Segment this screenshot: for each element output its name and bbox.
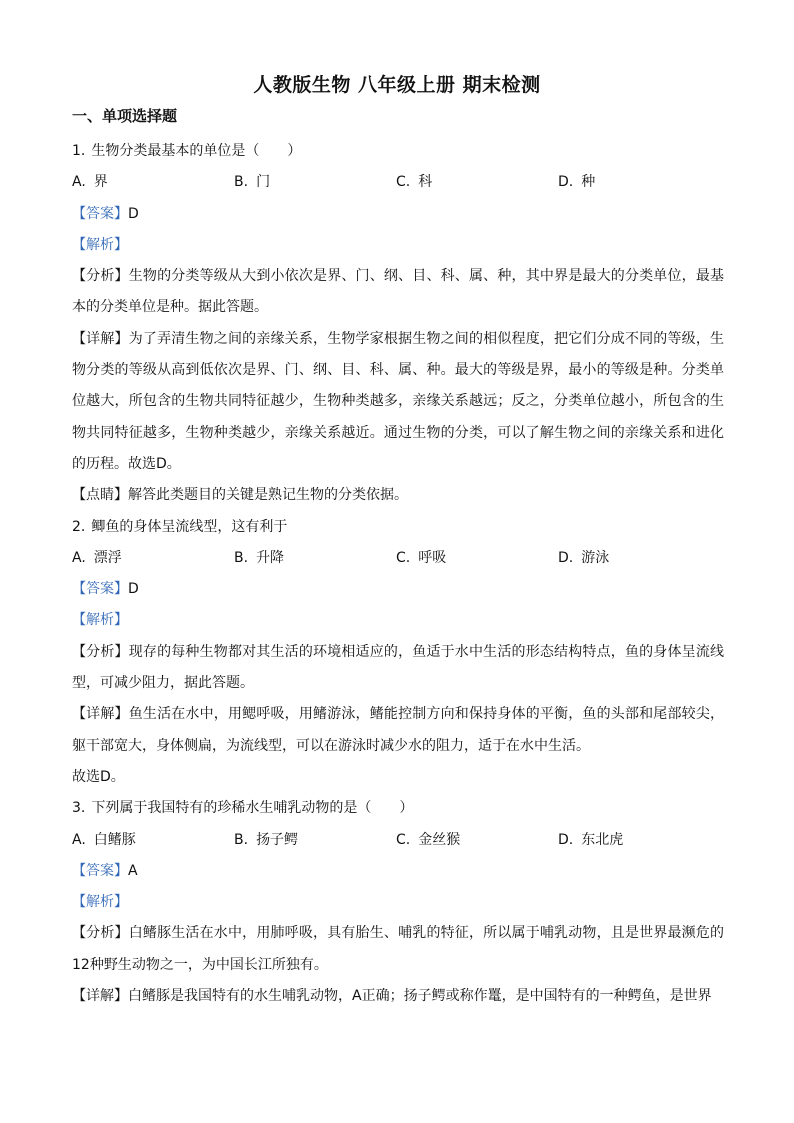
question-2-conclusion	[72, 762, 724, 793]
question-1-detail	[72, 324, 724, 480]
analysis-tag: 【解析】	[72, 894, 128, 911]
answer-tag: 【答案】	[72, 205, 128, 222]
question-text: 生物分类最基本的单位是（ ）	[91, 143, 302, 159]
answer-value: A	[128, 862, 138, 879]
option-text: 金丝猴	[418, 831, 461, 848]
question-3-analyze	[72, 918, 724, 981]
option-letter: C.	[396, 831, 411, 848]
option-letter: A.	[72, 549, 86, 566]
option-b	[234, 825, 396, 856]
option-text: 呼吸	[418, 549, 447, 566]
detail-text: 为了弄清生物之间的亲缘关系，生物学家根据生物之间的相似程度，把它们分成不同的等级，生物分类的等级从高到低依次是界、门、纲、目、科、属、种。最大的等级是界，最小的等级是种。分类单位越大，所包含的生物共同特征越少，生物种类越多，亲缘关系越远；反之，分类单位越小，所包含的生物共同特征越多，生物种类越少，亲缘关系越近。通过生物的分类，可以了解生物之间的亲缘关系和进化的历程。故选D。	[72, 330, 725, 472]
option-text: 升降	[256, 549, 285, 566]
answer-tag: 【答案】	[72, 862, 128, 879]
questions-content	[72, 136, 724, 1012]
question-3-answer	[72, 856, 724, 887]
option-letter: C.	[396, 549, 411, 566]
option-letter: C.	[396, 174, 411, 191]
document-title: 人教版生物 八年级上册 期末检测	[253, 74, 541, 96]
question-2-analyze	[72, 637, 724, 700]
option-text: 种	[581, 174, 596, 191]
question-1-answer	[72, 199, 724, 230]
answer-value: D	[128, 581, 139, 598]
analyze-text: 白鳍豚生活在水中，用肺呼吸，具有胎生、哺乳的特征，所以属于哺乳动物，且是世界最濒危的12种野生动物之一，为中国长江所独有。	[72, 925, 725, 973]
option-b	[234, 543, 396, 574]
option-text: 界	[93, 174, 108, 191]
option-text: 门	[256, 174, 271, 191]
answer-tag: 【答案】	[72, 581, 128, 598]
question-number: 3.	[72, 800, 86, 817]
option-c	[396, 543, 558, 574]
question-2-options	[72, 543, 724, 574]
option-text: 漂浮	[93, 549, 122, 566]
option-text: 东北虎	[581, 831, 624, 848]
analyze-tag: 【分析】	[72, 925, 129, 942]
option-a	[72, 825, 234, 856]
question-number: 2.	[72, 518, 86, 535]
question-2-stem	[72, 512, 724, 543]
option-text: 科	[418, 174, 433, 191]
detail-text: 白鳍豚是我国特有的水生哺乳动物，A正确；扬子鳄或称作鼍，是中国特有的一种鳄鱼，是世界	[128, 988, 712, 1005]
option-a	[72, 167, 234, 198]
option-d	[558, 825, 720, 856]
question-1-options	[72, 167, 724, 198]
option-d	[558, 543, 720, 574]
detail-text: 鱼生活在水中，用鳃呼吸，用鳍游泳，鳍能控制方向和保持身体的平衡，鱼的头部和尾部较尖，躯干部宽大，身体侧扁，为流线型，可以在游泳时减少水的阻力，适于在水中生活。	[72, 706, 725, 754]
analyze-text: 生物的分类等级从大到小依次是界、门、纲、目、科、属、种，其中界是最大的分类单位，最基本的分类单位是种。据此答题。	[72, 268, 725, 316]
analysis-tag: 【解析】	[72, 236, 128, 253]
question-2-answer	[72, 574, 724, 605]
question-2-detail	[72, 699, 724, 762]
option-text: 游泳	[581, 549, 610, 566]
question-3-options	[72, 825, 724, 856]
option-c	[396, 167, 558, 198]
question-1-comment	[72, 480, 724, 511]
option-letter: B.	[234, 831, 249, 848]
comment-text: 解答此类题目的关键是熟记生物的分类依据。	[128, 487, 408, 504]
question-number: 1.	[72, 143, 86, 159]
detail-tag: 【详解】	[72, 988, 128, 1005]
option-letter: D.	[558, 549, 574, 566]
section-heading: 一、单项选择题	[72, 107, 178, 125]
analysis-tag: 【解析】	[72, 612, 128, 629]
option-letter: D.	[558, 831, 574, 848]
question-3-analysis-heading	[72, 887, 724, 918]
option-letter: A.	[72, 831, 86, 848]
option-letter: B.	[234, 549, 249, 566]
comment-tag: 【点睛】	[72, 487, 128, 504]
question-2-analysis-heading	[72, 605, 724, 636]
option-c	[396, 825, 558, 856]
conclusion-text: 故选D。	[72, 768, 125, 785]
analyze-tag: 【分析】	[72, 268, 129, 285]
option-b	[234, 167, 396, 198]
option-text: 白鳍豚	[93, 831, 136, 848]
answer-value: D	[128, 205, 139, 222]
detail-tag: 【详解】	[72, 330, 129, 347]
option-letter: B.	[234, 174, 249, 191]
option-a	[72, 543, 234, 574]
question-3-stem	[72, 793, 724, 824]
detail-tag: 【详解】	[72, 706, 129, 723]
question-text: 下列属于我国特有的珍稀水生哺乳动物的是（ ）	[91, 800, 414, 817]
question-text: 鲫鱼的身体呈流线型，这有利于	[91, 518, 288, 535]
option-letter: A.	[72, 174, 86, 191]
analyze-text: 现存的每种生物都对其生活的环境相适应的，鱼适于水中生活的形态结构特点，鱼的身体呈流线型，可减少阻力，据此答题。	[72, 643, 725, 692]
question-1-analyze	[72, 261, 724, 324]
question-3-detail	[72, 981, 724, 1012]
option-d	[558, 167, 720, 198]
question-1-stem	[72, 136, 724, 167]
option-letter: D.	[558, 174, 574, 191]
option-text: 扬子鳄	[256, 831, 299, 848]
analyze-tag: 【分析】	[72, 643, 129, 660]
question-1-analysis-heading	[72, 230, 724, 261]
